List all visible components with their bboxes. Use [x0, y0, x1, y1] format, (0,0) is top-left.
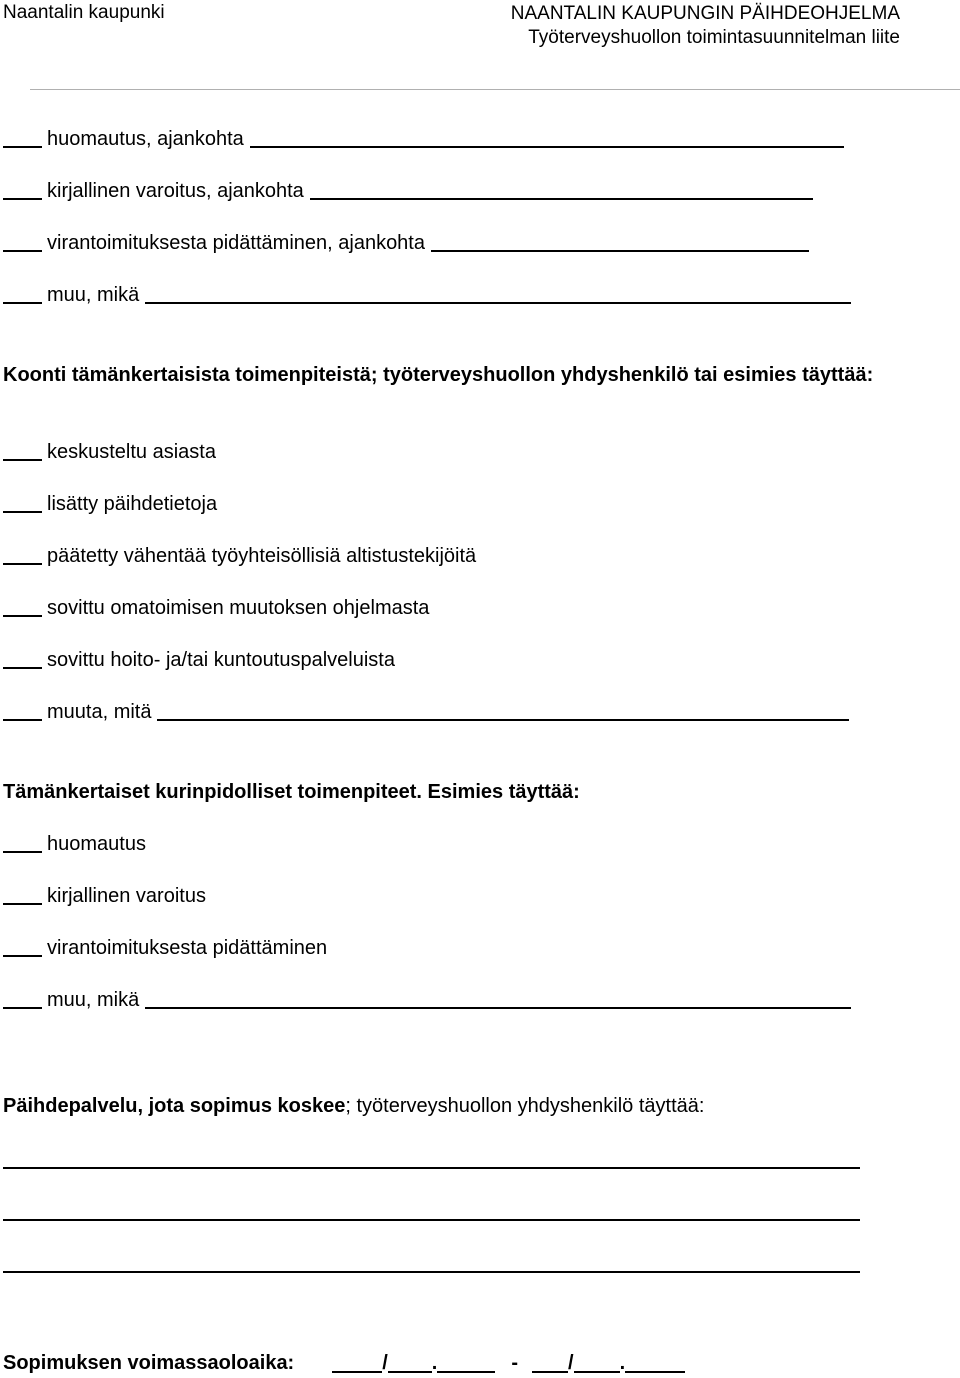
validity-row: [3, 1350, 685, 1376]
checkbox-row-suspension: [0, 933, 327, 959]
checkbox-label: kirjallinen varoitus, ajankohta: [47, 180, 304, 202]
checkbox-label: muu, mikä: [47, 989, 140, 1011]
date-separator: .: [431, 1352, 438, 1374]
validity-label: Sopimuksen voimassaoloaika:: [3, 1352, 295, 1374]
end-year-input[interactable]: [625, 1371, 685, 1373]
end-month-input[interactable]: [574, 1371, 620, 1373]
checkbox-row-other: [0, 280, 851, 306]
checkbox-blank[interactable]: [3, 903, 42, 905]
checkbox-row-other-disciplinary: [0, 985, 851, 1011]
checkbox-label: keskusteltu asiasta: [47, 441, 216, 463]
checkbox-row-suspension-date: [0, 228, 809, 254]
checkbox-row-other-what: [0, 697, 849, 723]
document-subtitle: Työterveyshuollon toimintasuunnitelman liite: [528, 27, 900, 48]
checkbox-blank[interactable]: [3, 511, 42, 513]
date-separator: /: [568, 1352, 574, 1374]
checkbox-blank[interactable]: [3, 250, 42, 252]
checkbox-label: virantoimituksesta pidättäminen, ajankohta: [47, 232, 425, 254]
checkbox-blank[interactable]: [3, 1007, 42, 1009]
checkbox-blank[interactable]: [3, 302, 42, 304]
checkbox-blank[interactable]: [3, 667, 42, 669]
checkbox-blank[interactable]: [3, 563, 42, 565]
checkbox-row-written-warning-date: [0, 176, 813, 202]
checkbox-blank[interactable]: [3, 851, 42, 853]
program-title: NAANTALIN KAUPUNGIN PÄIHDEOHJELMA: [510, 3, 900, 24]
end-day-input[interactable]: [532, 1371, 568, 1373]
checkbox-blank[interactable]: [3, 198, 42, 200]
checkbox-label: huomautus: [47, 833, 146, 855]
checkbox-label: lisätty päihdetietoja: [47, 493, 218, 515]
date-separator: /: [382, 1352, 388, 1374]
document-header: [511, 2, 900, 50]
checkbox-blank[interactable]: [3, 146, 42, 148]
checkbox-label: muuta, mitä: [47, 701, 152, 723]
checkbox-row-notice: [0, 829, 146, 855]
text-input-line[interactable]: [145, 302, 851, 304]
header-divider: [30, 89, 960, 90]
start-day-input[interactable]: [332, 1371, 382, 1373]
checkbox-blank[interactable]: [3, 615, 42, 617]
checkbox-label: päätetty vähentää työyhteisöllisiä altistustekijöitä: [47, 545, 477, 567]
checkbox-row-self-change-program: [0, 593, 429, 619]
checkbox-blank[interactable]: [3, 719, 42, 721]
checkbox-label: virantoimituksesta pidättäminen: [47, 937, 328, 959]
checkbox-row-discussed: [0, 437, 216, 463]
checkbox-row-care-services: [0, 645, 395, 671]
service-heading-bold: Päihdepalvelu, jota sopimus koskee: [3, 1095, 346, 1117]
checkbox-row-written-warning: [0, 881, 206, 907]
checkbox-label: huomautus, ajankohta: [47, 128, 244, 150]
checkbox-label: sovittu hoito- ja/tai kuntoutuspalveluista: [47, 649, 395, 671]
checkbox-label: sovittu omatoimisen muutoksen ohjelmasta: [47, 597, 430, 619]
service-input-line-3[interactable]: [3, 1271, 860, 1273]
range-separator: -: [511, 1352, 519, 1374]
date-input-line[interactable]: [250, 146, 844, 148]
checkbox-blank[interactable]: [3, 955, 42, 957]
service-heading-normal: ; työterveyshuollon yhdyshenkilö täyttää:: [345, 1095, 705, 1117]
summary-heading: Koonti tämänkertaisista toimenpiteistä; työterveyshuollon yhdyshenkilö tai esimies täyttää:: [3, 364, 874, 386]
checkbox-label: muu, mikä: [47, 284, 140, 306]
text-input-line[interactable]: [145, 1007, 851, 1009]
disciplinary-heading: Tämänkertaiset kurinpidolliset toimenpiteet. Esimies täyttää:: [3, 781, 580, 803]
text-input-line[interactable]: [157, 719, 849, 721]
start-year-input[interactable]: [437, 1371, 495, 1373]
date-separator: .: [619, 1352, 626, 1374]
checkbox-row-notice-date: [0, 124, 844, 150]
service-input-line-1[interactable]: [3, 1167, 860, 1169]
service-input-line-2[interactable]: [3, 1219, 860, 1221]
checkbox-row-info-added: [0, 489, 217, 515]
start-month-input[interactable]: [388, 1371, 432, 1373]
date-input-line[interactable]: [431, 250, 809, 252]
checkbox-row-reduce-exposure: [0, 541, 476, 567]
service-heading: [3, 1093, 704, 1119]
date-input-line[interactable]: [310, 198, 813, 200]
checkbox-blank[interactable]: [3, 459, 42, 461]
municipality-name: Naantalin kaupunki: [3, 2, 165, 23]
checkbox-label: kirjallinen varoitus: [47, 885, 206, 907]
